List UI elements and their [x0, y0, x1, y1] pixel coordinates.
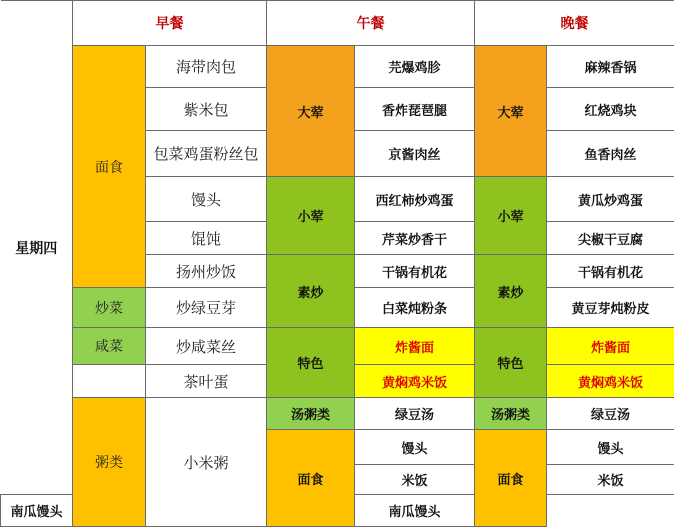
- breakfast-empty-category: [73, 365, 146, 398]
- lunch-item: 京酱肉丝: [355, 131, 475, 177]
- lunch-soup-category: 汤粥类: [267, 398, 355, 430]
- dinner-soup-category: 汤粥类: [475, 398, 547, 430]
- breakfast-item: 紫米包: [146, 88, 267, 131]
- breakfast-item: 馒头: [146, 177, 267, 222]
- breakfast-item: 馄饨: [146, 222, 267, 255]
- dinner-item: 红烧鸡块: [547, 88, 674, 131]
- day-label: 星期四: [1, 1, 73, 495]
- dinner-header: 晚餐: [475, 1, 674, 46]
- breakfast-stirfry-category: 炒菜: [73, 288, 146, 328]
- breakfast-staple-category: 面食: [73, 46, 146, 288]
- breakfast-header: 早餐: [73, 1, 267, 46]
- dinner-item: 馒头: [547, 430, 674, 465]
- dinner-item: 麻辣香锅: [547, 46, 674, 88]
- breakfast-item: 炒咸菜丝: [146, 328, 267, 365]
- lunch-item: 馒头: [355, 430, 475, 465]
- dinner-item: 南瓜馒头: [355, 495, 475, 527]
- dinner-staple-category: 面食: [475, 430, 547, 527]
- breakfast-item: 炒绿豆芽: [146, 288, 267, 328]
- dinner-item: 黄豆芽炖粉皮: [547, 288, 674, 328]
- lunch-header: 午餐: [267, 1, 475, 46]
- lunch-item: 南瓜馒头: [1, 495, 73, 527]
- breakfast-item: 海带肉包: [146, 46, 267, 88]
- dinner-meat-category: 大荤: [475, 46, 547, 177]
- lunch-item: 西红柿炒鸡蛋: [355, 177, 475, 222]
- lunch-item: 芫爆鸡胗: [355, 46, 475, 88]
- lunch-veg-category: 素炒: [267, 255, 355, 328]
- dinner-item: 尖椒干豆腐: [547, 222, 674, 255]
- lunch-item: 米饭: [355, 465, 475, 495]
- lunch-special-item: 炸酱面: [355, 328, 475, 365]
- breakfast-item: 茶叶蛋: [146, 365, 267, 398]
- dinner-item: 鱼香肉丝: [547, 131, 674, 177]
- dinner-special-item: 炸酱面: [547, 328, 674, 365]
- breakfast-pickle-category: 咸菜: [73, 328, 146, 365]
- lunch-small-category: 小荤: [267, 177, 355, 255]
- dinner-item: 米饭: [547, 465, 674, 495]
- lunch-item: 绿豆汤: [355, 398, 475, 430]
- breakfast-item: 小米粥: [146, 398, 267, 527]
- dinner-small-category: 小荤: [475, 177, 547, 255]
- breakfast-item: 扬州炒饭: [146, 255, 267, 288]
- lunch-item: 香炸琵琶腿: [355, 88, 475, 131]
- lunch-item: 白菜炖粉条: [355, 288, 475, 328]
- lunch-item: 干锅有机花: [355, 255, 475, 288]
- lunch-meat-category: 大荤: [267, 46, 355, 177]
- lunch-special-item: 黄焖鸡米饭: [355, 365, 475, 398]
- dinner-veg-category: 素炒: [475, 255, 547, 328]
- dinner-item: 黄瓜炒鸡蛋: [547, 177, 674, 222]
- lunch-staple-category: 面食: [267, 430, 355, 527]
- dinner-special-item: 黄焖鸡米饭: [547, 365, 674, 398]
- dinner-special-category: 特色: [475, 328, 547, 398]
- lunch-item: 芹菜炒香干: [355, 222, 475, 255]
- dinner-item: 干锅有机花: [547, 255, 674, 288]
- breakfast-item: 包菜鸡蛋粉丝包: [146, 131, 267, 177]
- dinner-item: 绿豆汤: [547, 398, 674, 430]
- lunch-special-category: 特色: [267, 328, 355, 398]
- breakfast-porridge-category: 粥类: [73, 398, 146, 527]
